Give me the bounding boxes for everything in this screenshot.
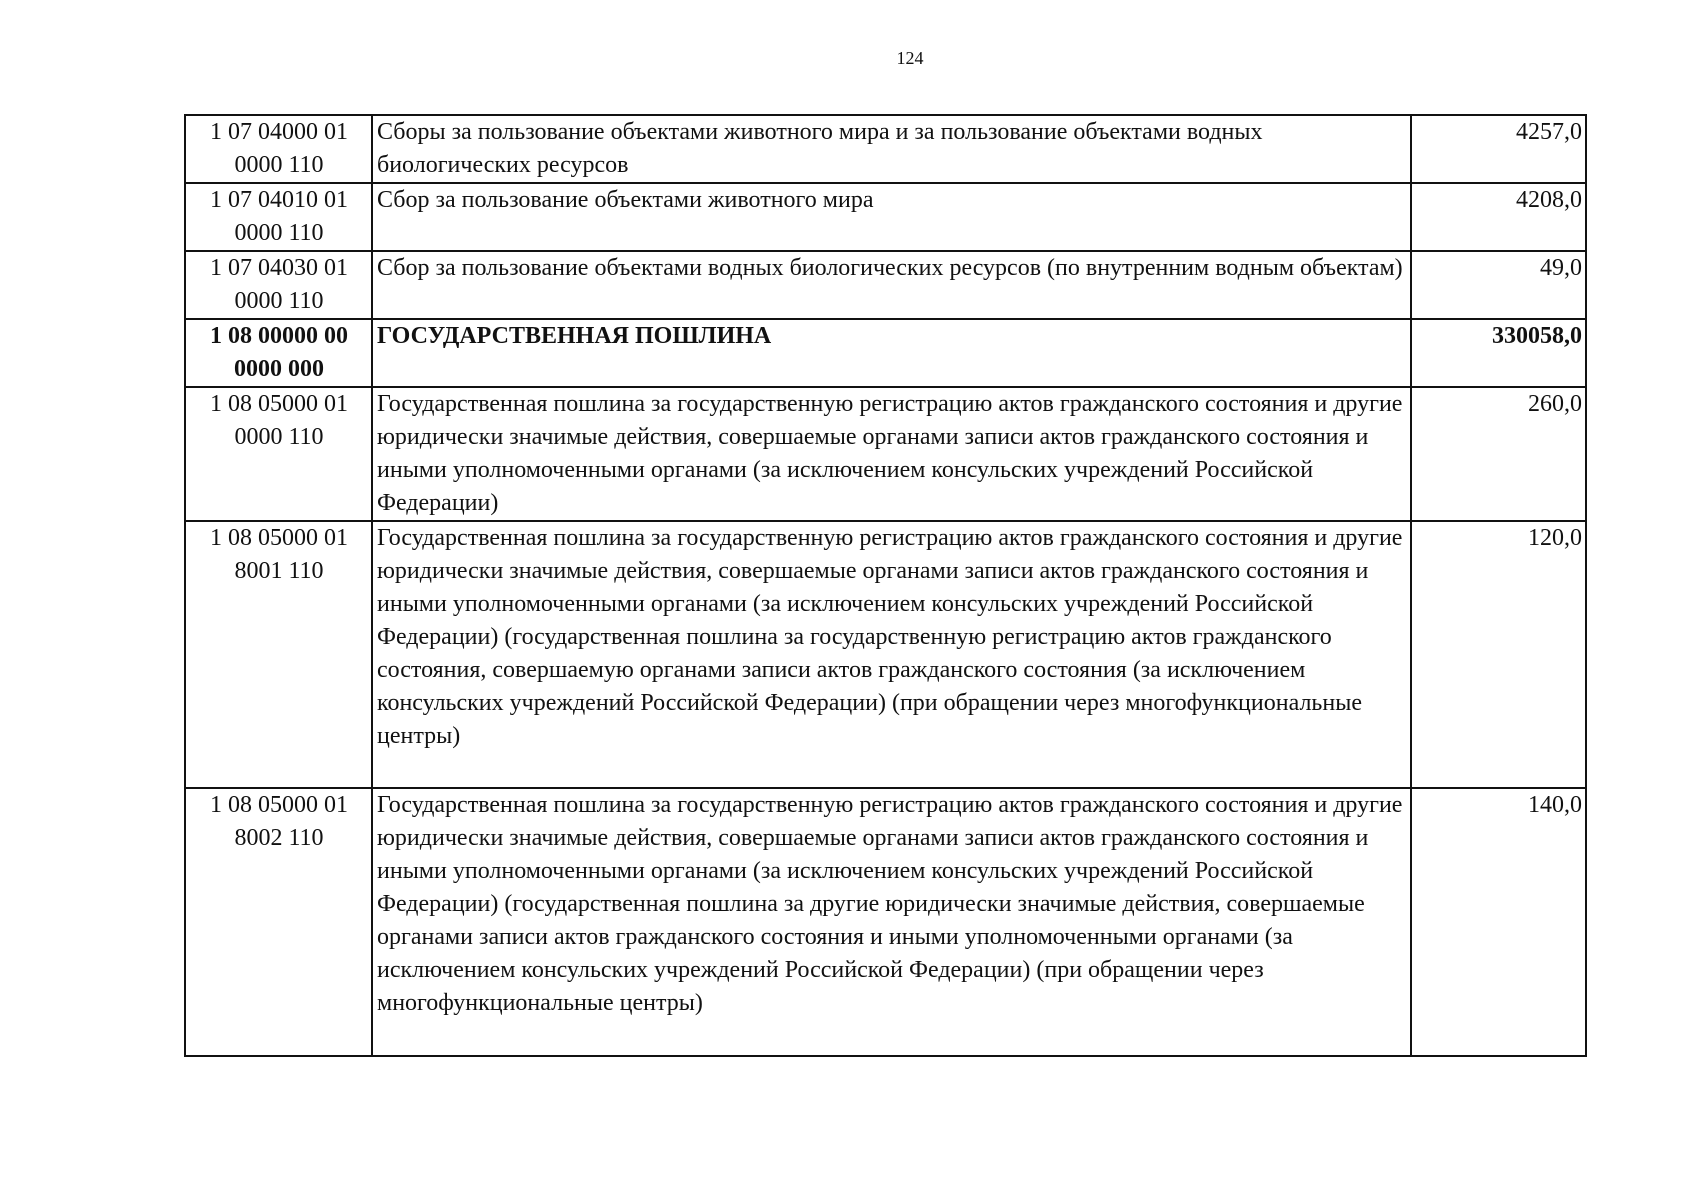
budget-revenue-table: [184, 114, 1587, 1057]
row-name: Государственная пошлина за государственную регистрацию актов гражданского состояния и другие юридически значимые действия, совершаемые органами записи актов гражданского состояния и иными уполномоченными органами (за исключением консульских учреждений Российской Федерации): [372, 387, 1411, 521]
row-amount: 4208,0: [1411, 183, 1586, 251]
table-row: [185, 387, 1586, 521]
row-amount: 330058,0: [1411, 319, 1586, 387]
row-name: Сборы за пользование объектами животного мира и за пользование объектами водных биологических ресурсов: [372, 115, 1411, 183]
table-row: [185, 115, 1586, 183]
row-name: Государственная пошлина за государственную регистрацию актов гражданского состояния и другие юридически значимые действия, совершаемые органами записи актов гражданского состояния и иными уполномоченными органами (за исключением консульских учреждений Российской Федерации) (государственная пошлина за другие юридически значимые действия, совершаемые органами записи актов гражданского состояния и иными уполномоченными органами (за исключением консульских учреждений Российской Федерации) (при обращении через многофункциональные центры): [372, 788, 1411, 1056]
row-amount: 120,0: [1411, 521, 1586, 788]
table-row-section-total: [185, 319, 1586, 387]
row-code: 1 08 05000 01 8002 110: [185, 788, 372, 1056]
row-code: 1 08 05000 01 0000 110: [185, 387, 372, 521]
table-row: [185, 183, 1586, 251]
row-name: Сбор за пользование объектами водных биологических ресурсов (по внутренним водным объектам): [372, 251, 1411, 319]
row-name: Государственная пошлина за государственную регистрацию актов гражданского состояния и другие юридически значимые действия, совершаемые органами записи актов гражданского состояния и иными уполномоченными органами (за исключением консульских учреждений Российской Федерации) (государственная пошлина за государственную регистрацию актов гражданского состояния, совершаемую органами записи актов гражданского состояния (за исключением консульских учреждений Российской Федерации) (при обращении через многофункциональные центры): [372, 521, 1411, 788]
row-name: ГОСУДАРСТВЕННАЯ ПОШЛИНА: [372, 319, 1411, 387]
row-amount: 260,0: [1411, 387, 1586, 521]
row-code: 1 07 04000 01 0000 110: [185, 115, 372, 183]
row-amount: 140,0: [1411, 788, 1586, 1056]
row-code: 1 07 04010 01 0000 110: [185, 183, 372, 251]
table-row: [185, 251, 1586, 319]
row-amount: 49,0: [1411, 251, 1586, 319]
row-code: 1 07 04030 01 0000 110: [185, 251, 372, 319]
page-number: 124: [896, 48, 924, 68]
table-row: [185, 521, 1586, 788]
table-row: [185, 788, 1586, 1056]
row-code: 1 08 05000 01 8001 110: [185, 521, 372, 788]
row-amount: 4257,0: [1411, 115, 1586, 183]
row-code: 1 08 00000 00 0000 000: [185, 319, 372, 387]
row-name: Сбор за пользование объектами животного мира: [372, 183, 1411, 251]
